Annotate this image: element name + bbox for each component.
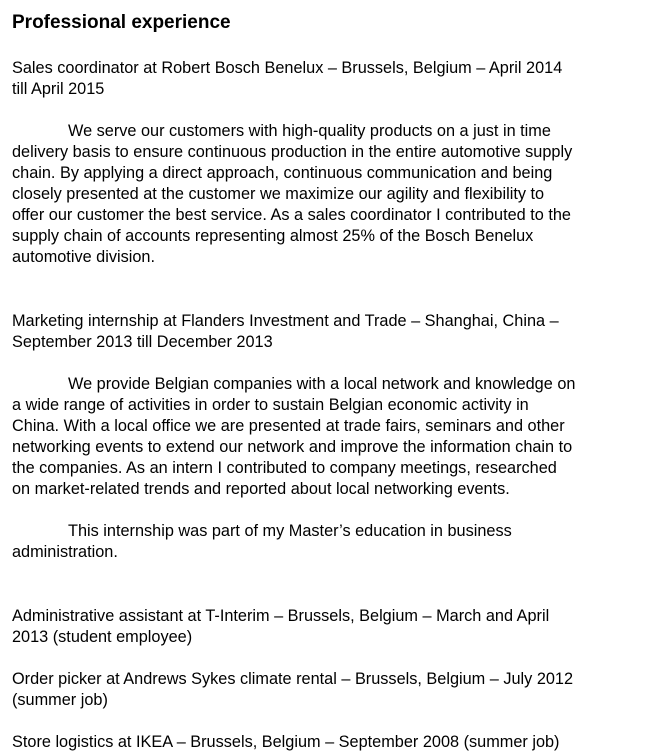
entry-title-line: till April 2015 bbox=[12, 80, 105, 98]
paragraph-line: supply chain of accounts representing almost 25% of the Bosch Benelux bbox=[12, 227, 534, 245]
paragraph-line: delivery basis to ensure continuous production in the entire automotive supply bbox=[12, 143, 573, 161]
entry-title-line: Store logistics at IKEA – Brussels, Belgium – September 2008 (summer job) bbox=[12, 733, 560, 751]
paragraph-line: We serve our customers with high-quality products on a just in time bbox=[68, 122, 551, 140]
entry-title-line: Order picker at Andrews Sykes climate rental – Brussels, Belgium – July 2012 bbox=[12, 670, 574, 688]
entry-title-line: 2013 (student employee) bbox=[12, 628, 193, 646]
entry-title-line: Administrative assistant at T-Interim – Brussels, Belgium – March and April bbox=[12, 607, 550, 625]
paragraph-line: networking events to extend our network and improve the information chain to bbox=[12, 438, 573, 456]
entry-title-line: Sales coordinator at Robert Bosch Benelux – Brussels, Belgium – April 2014 bbox=[12, 59, 563, 77]
entry-title-line: (summer job) bbox=[12, 691, 108, 709]
paragraph-line: a wide range of activities in order to sustain Belgian economic activity in bbox=[12, 396, 529, 414]
section-heading: Professional experience bbox=[12, 12, 231, 33]
paragraph-line: automotive division. bbox=[12, 248, 155, 266]
paragraph-line: This internship was part of my Master’s education in business bbox=[68, 522, 512, 540]
paragraph-line: administration. bbox=[12, 543, 118, 561]
entry-title-line: September 2013 till December 2013 bbox=[12, 333, 273, 351]
paragraph-line: closely presented at the customer we maximize our agility and flexibility to bbox=[12, 185, 545, 203]
paragraph-line: China. With a local office we are presented at trade fairs, seminars and other bbox=[12, 417, 565, 435]
paragraph-line: chain. By applying a direct approach, continuous communication and being bbox=[12, 164, 553, 182]
paragraph-line: offer our customer the best service. As a sales coordinator I contributed to the bbox=[12, 206, 571, 224]
entry-title-line: Marketing internship at Flanders Investment and Trade – Shanghai, China – bbox=[12, 312, 559, 330]
paragraph-line: the companies. As an intern I contributed to company meetings, researched bbox=[12, 459, 557, 477]
paragraph-line: We provide Belgian companies with a local network and knowledge on bbox=[68, 375, 576, 393]
paragraph-line: on market-related trends and reported about local networking events. bbox=[12, 480, 510, 498]
